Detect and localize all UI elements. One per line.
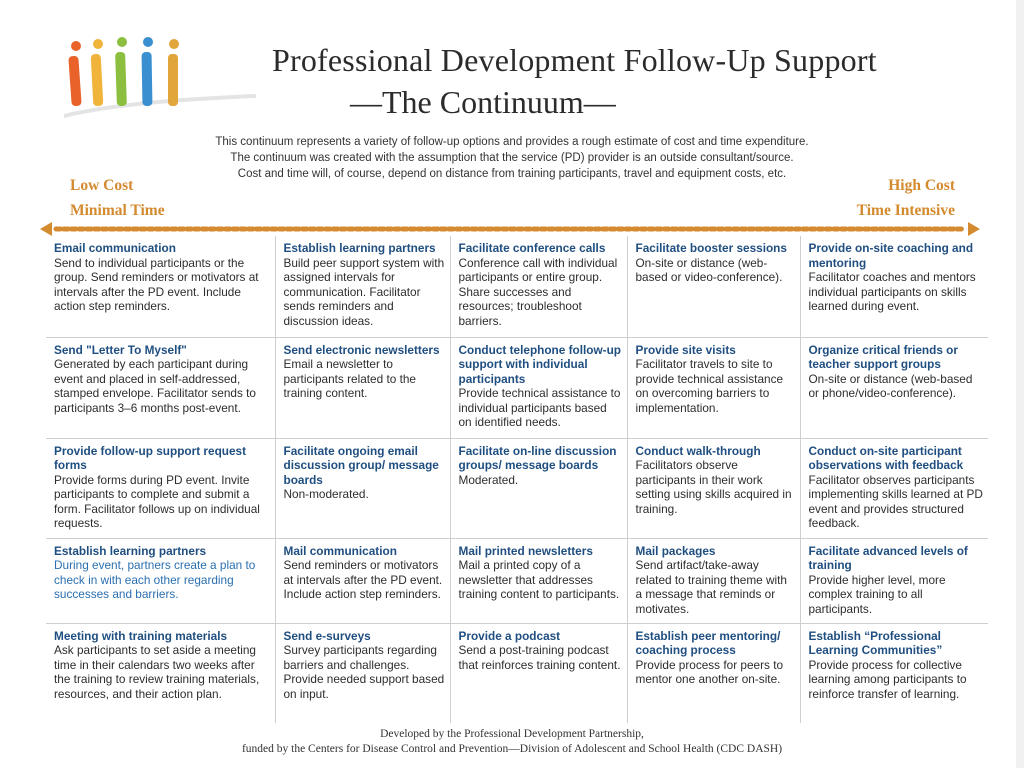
cell-title: Provide follow-up support request forms — [54, 443, 247, 473]
cell-body: Provide process for collective learning among participants to reinforce transfer of learning. — [808, 657, 967, 701]
cell-title: Facilitate on-line discussion groups/ message boards — [458, 443, 617, 473]
cell-title: Facilitate booster sessions — [635, 241, 787, 255]
grid-cell — [46, 538, 275, 623]
grid-cell — [627, 236, 800, 337]
arrow-right-head — [968, 222, 980, 236]
cell-body: Provide process for peers to mentor one another on-site. — [635, 657, 784, 687]
low-cost-label: Low Cost — [70, 177, 134, 194]
page-title: Professional Development Follow-Up Support — [272, 42, 877, 78]
cell-title: Send electronic newsletters — [283, 342, 440, 357]
cell-title: Provide site visits — [635, 342, 736, 357]
grid-cell — [800, 538, 988, 623]
grid-cell — [46, 438, 275, 538]
intro-line: Cost and time will, of course, depend on distance from training participants, travel and equipment costs, etc. — [237, 168, 787, 180]
cell-body: Send artifact/take-away related to training theme with a message that reminds or motivates. — [635, 558, 787, 616]
intro-text — [0, 134, 1024, 182]
grid-cell — [627, 623, 800, 723]
grid-cell — [627, 538, 800, 623]
cell-body: During event, partners create a plan to check in with each other regarding successes and barriers. — [54, 558, 256, 602]
minimal-time-label: Minimal Time — [70, 202, 165, 219]
credits-line: funded by the Centers for Disease Control and Prevention—Division of Adolescent and School Health (CDC DASH) — [241, 743, 783, 755]
cell-body: Facilitator observes participants implementing skills learned at PD event and provides structured feedback. — [808, 472, 983, 531]
cell-title: Send "Letter To Myself" — [54, 342, 187, 357]
cell-title: Establish learning partners — [283, 241, 436, 255]
grid-row — [46, 236, 988, 337]
cell-title: Mail printed newsletters — [458, 543, 593, 558]
cell-title: Facilitate advanced levels of training — [808, 543, 968, 573]
grid-cell — [46, 337, 275, 438]
cell-title: Email communication — [54, 241, 176, 255]
cell-title: Facilitate ongoing email discussion group/ message boards — [283, 443, 439, 487]
cell-body: Send to individual participants or the group. Send reminders or motivators at intervals after the PD event. Include action step reminders. — [54, 255, 259, 314]
continuum-grid — [46, 236, 988, 723]
cell-body: Provide forms during PD event. Invite participants to complete and submit a form. Facilitator follows up on individual requests. — [54, 472, 260, 531]
intro-line: The continuum was created with the assumption that the service (PD) provider is an outside consultant/source. — [230, 152, 794, 164]
cell-body: Build peer support system with assigned intervals for communication. Facilitator sends reminders and discussion ideas. — [283, 255, 445, 328]
grid-cell — [800, 438, 988, 538]
grid-cell — [275, 438, 450, 538]
grid-cell — [450, 236, 627, 337]
cell-title: Organize critical friends or teacher support groups — [808, 342, 958, 372]
cell-body: Generated by each participant during event and placed in self-addressed, stamped envelope. Facilitator sends to participants 3–6 months post-event. — [54, 357, 256, 415]
time-intensive-label: Time Intensive — [856, 202, 955, 219]
page-edge — [1016, 0, 1024, 768]
cell-body: Provide higher level, more complex training to all participants. — [808, 572, 946, 616]
grid-cell — [627, 438, 800, 538]
credits-line: Developed by the Professional Development Partnership, — [380, 728, 644, 740]
cell-body: Send reminders or motivators at intervals after the PD event. Include action step reminders. — [283, 558, 443, 602]
cell-title: Establish “Professional Learning Communities” — [808, 628, 943, 658]
arrow-left-head — [40, 222, 52, 236]
cell-title: Provide a podcast — [458, 628, 561, 643]
intro-line: This continuum represents a variety of follow-up options and provides a rough estimate of cost and time expenditure. — [215, 136, 809, 148]
cell-body: Facilitator coaches and mentors individual participants on skills learned during event. — [808, 270, 976, 314]
grid-cell — [450, 538, 627, 623]
grid-cell — [800, 236, 988, 337]
cell-body: Ask participants to set aside a meeting time in their calendars two weeks after the training to review training materials, resources, and their action plan. — [54, 643, 260, 701]
cell-title: Meeting with training materials — [54, 628, 228, 643]
cell-body: Provide technical assistance to individual participants based on identified needs. — [458, 386, 621, 430]
cell-title: Send e-surveys — [283, 628, 371, 643]
cell-title: Conduct walk-through — [635, 443, 761, 458]
cell-title: Establish peer mentoring/ coaching process — [635, 628, 781, 658]
cell-title: Provide on-site coaching and mentoring — [808, 241, 974, 270]
cell-title: Mail packages — [635, 543, 716, 558]
cell-body: Survey participants regarding barriers and challenges. Provide needed support based on input. — [283, 643, 445, 701]
people-figures-logo — [64, 36, 256, 120]
cell-body: Send a post-training podcast that reinforces training content. — [458, 643, 621, 672]
cell-title: Establish learning partners — [54, 543, 207, 558]
grid-cell — [275, 623, 450, 723]
grid-row — [46, 438, 988, 538]
grid-cell — [450, 337, 627, 438]
grid-cell — [275, 538, 450, 623]
cell-body: Non-moderated. — [283, 487, 369, 502]
page-subtitle: —The Continuum— — [350, 84, 616, 120]
grid-cell — [627, 337, 800, 438]
grid-cell — [800, 337, 988, 438]
cell-title: Conduct on-site participant observations with feedback — [808, 443, 964, 473]
high-cost-label: High Cost — [888, 177, 955, 194]
cell-body: Facilitator travels to site to provide technical assistance on overcoming barriers to implementation. — [635, 357, 784, 415]
cell-body: On-site or distance (web-based or video-conference). — [635, 255, 783, 285]
cell-title: Facilitate conference calls — [458, 241, 606, 255]
cell-title: Conduct telephone follow-up support with individual participants — [458, 342, 622, 386]
cell-body: Mail a printed copy of a newsletter that addresses training content to participants. — [458, 558, 620, 602]
cell-body: Email a newsletter to participants related to the training content. — [283, 357, 416, 401]
grid-cell — [46, 623, 275, 723]
credits — [0, 727, 1024, 757]
grid-cell — [800, 623, 988, 723]
cell-body: On-site or distance (web-based or phone/video-conference). — [808, 371, 973, 401]
grid-cell — [450, 438, 627, 538]
cell-title: Mail communication — [283, 543, 397, 558]
grid-cell — [275, 236, 450, 337]
cell-body: Moderated. — [458, 472, 519, 487]
grid-row — [46, 538, 988, 623]
grid-cell — [275, 337, 450, 438]
grid-row — [46, 623, 988, 723]
cell-body: Facilitators observe participants in their work setting using skills acquired in training. — [635, 458, 792, 516]
grid-row — [46, 337, 988, 438]
grid-cell — [450, 623, 627, 723]
cell-body: Conference call with individual participants or entire group. Share successes and resources; troubleshoot barriers. — [458, 255, 618, 328]
grid-cell — [46, 236, 275, 337]
